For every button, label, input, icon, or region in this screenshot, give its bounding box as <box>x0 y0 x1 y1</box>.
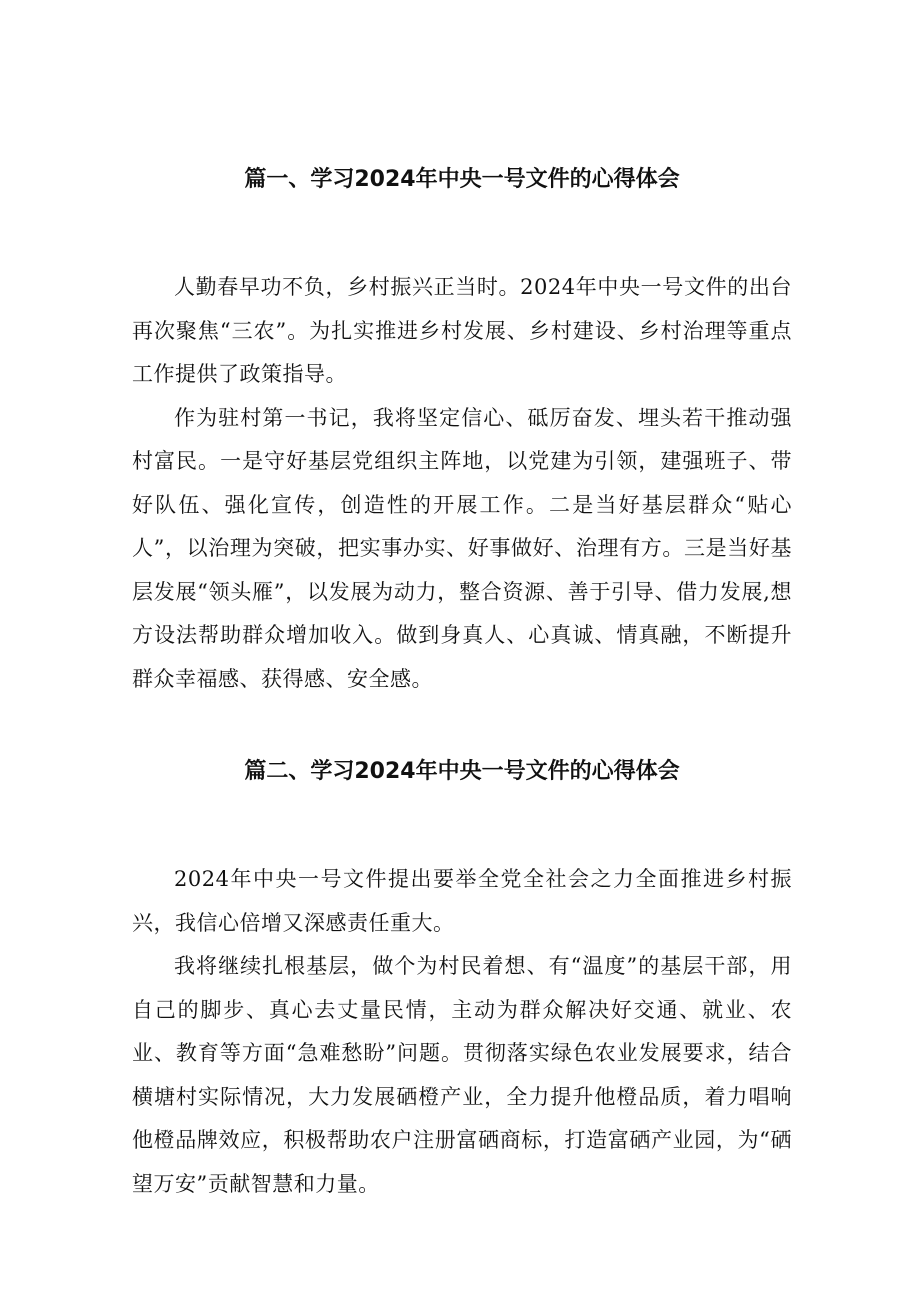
paragraph: 人勤春早功不负，乡村振兴正当时。2024年中央一号文件的出台再次聚焦“三农”。为扎实推进乡村发展、乡村建设、乡村治理等重点工作提供了政策指导。 <box>132 275 792 386</box>
section-heading: 篇一、学习2024年中央一号文件的心得体会 <box>244 167 680 192</box>
section-heading: 篇二、学习2024年中央一号文件的心得体会 <box>244 759 680 784</box>
paragraph: 我将继续扎根基层，做个为村民着想、有“温度”的基层干部，用自己的脚步、真心去丈量民情，主动为群众解决好交通、就业、农业、教育等方面“急难愁盼”问题。贯彻落实绿色农业发展要求，结合横塘村实际情况，大力发展硒橙产业，全力提升他橙品质，着力唱响他橙品牌效应，积极帮助农户注册富硒商标，打造富硒产业园，为“硒望万安”贡献智慧和力量。 <box>132 954 792 1196</box>
section-2 <box>132 752 792 1206</box>
paragraph: 2024年中央一号文件提出要举全党全社会之力全面推进乡村振兴，我信心倍增又深感责任重大。 <box>132 867 792 935</box>
paragraph: 作为驻村第一书记，我将坚定信心、砥厉奋发、埋头若干推动强村富民。一是守好基层党组织主阵地，以党建为引领，建强班子、带好队伍、强化宣传，创造性的开展工作。二是当好基层群众“贴心人”，以治理为突破，把实事办实、好事做好、治理有方。三是当好基层发展“领头雁”，以发展为动力，整合资源、善于引导、借力发展,想方设法帮助群众增加收入。做到身真人、心真诚、情真融，不断提升群众幸福感、获得感、安全感。 <box>132 405 792 691</box>
section-1 <box>132 160 792 701</box>
